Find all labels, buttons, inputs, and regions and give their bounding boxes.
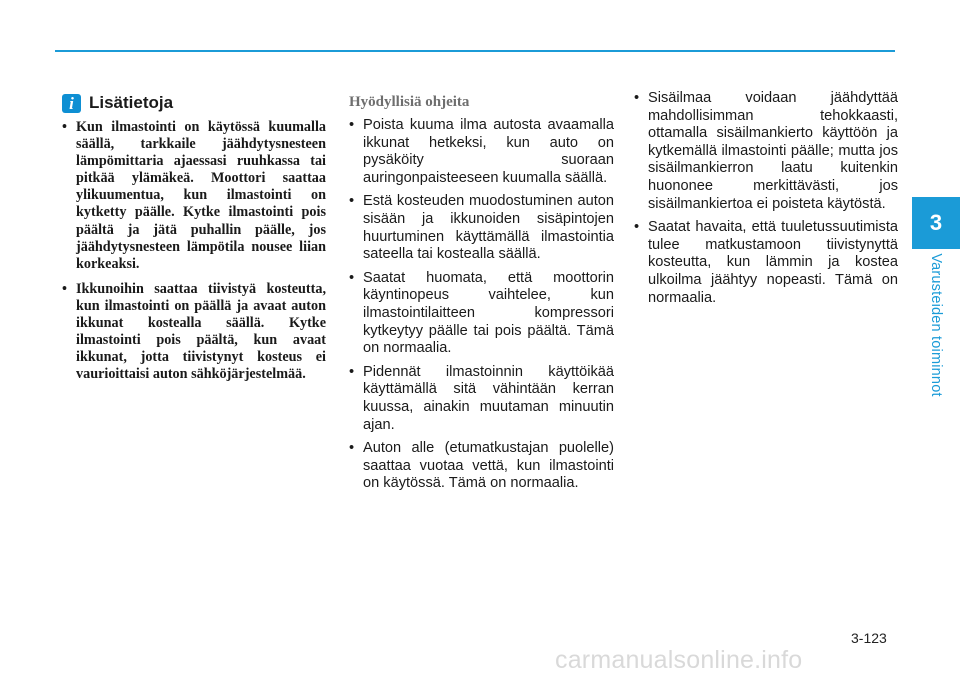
tip-item: • Poista kuuma ilma autosta avaamalla ikkunat hetkeksi, kun auto on pysäköity suoraan auringonpaisteeseen kuumalla säällä. — [349, 117, 614, 187]
tips-column-continued — [634, 90, 898, 313]
tip-item: • Sisäilmaa voidaan jäähdyttää mahdollisimman tehokkaasti, ottamalla sisäilmankierto käyttöön ja kytkemällä ilmastointi päälle; mutta jos sisäilmankierron laatu kuitenkin huononee merkittävästi, jos sisäilmankiertoa ei poisteta käytöstä. — [634, 90, 898, 213]
info-header — [62, 93, 326, 113]
watermark: carmanualsonline.info — [555, 646, 803, 674]
tip-item: • Saatat havaita, että tuuletussuutimista tulee matkustamoon tiivistynyttä kosteutta, kun lämmin ja kostea ulkoilma jäähtyy nopeasti. Tämä on normaalia. — [634, 219, 898, 307]
header-rule — [55, 50, 895, 52]
info-list — [62, 119, 326, 383]
tips-list-continued — [634, 90, 898, 307]
tips-column — [349, 90, 614, 499]
chapter-label: Varusteiden toiminnot — [928, 253, 944, 397]
info-title: Lisätietoja — [89, 93, 174, 112]
info-item: • Ikkunoihin saattaa tiivistyä kosteutta, kun ilmastointi on päällä ja avaat auton ikkunat kostealla säällä. Kytke ilmastointi pois päältä, kun avaat ikkunat, jotta tiivistynyt kosteus ei vaurioittaisi auton sähköjärjestelmää. — [62, 281, 326, 384]
tip-item: • Estä kosteuden muodostuminen auton sisään ja ikkunoiden sisäpintojen huurtuminen käyttämällä ilmastointia sateella tai kostealla säällä. — [349, 193, 614, 263]
tip-item: • Saatat huomata, että moottorin käyntinopeus vaihtelee, kun ilmastointilaitteen kompressori kytkeytyy päälle tai pois päältä. Tämä on normaalia. — [349, 270, 614, 358]
chapter-tab[interactable]: 3 — [912, 197, 960, 249]
info-icon: i — [62, 94, 81, 113]
page-number: 3-123 — [851, 630, 887, 646]
tip-item: • Auton alle (etumatkustajan puolelle) saattaa vuotaa vettä, kun ilmastointi on käytössä. Tämä on normaalia. — [349, 440, 614, 493]
info-item: • Kun ilmastointi on käytössä kuumalla säällä, tarkkaile jäähdytysnesteen lämpömittaria ajaessasi ruuhkassa tai pitkää ylämäkeä. Moottori saattaa ylikuumentua, kun ilmastointi on kytketty päälle. Kytke ilmastointi pois päältä ja jätä puhallin päälle, jos jäähdytysnesteen lämpötila nousee liian korkeaksi. — [62, 119, 326, 273]
tips-list — [349, 117, 614, 493]
info-column — [62, 90, 326, 391]
tip-item: • Pidennät ilmastoinnin käyttöikää käyttämällä sitä vähintään kerran kuussa, ainakin muutaman minuutin ajan. — [349, 364, 614, 434]
tips-title: Hyödyllisiä ohjeita — [349, 94, 470, 110]
